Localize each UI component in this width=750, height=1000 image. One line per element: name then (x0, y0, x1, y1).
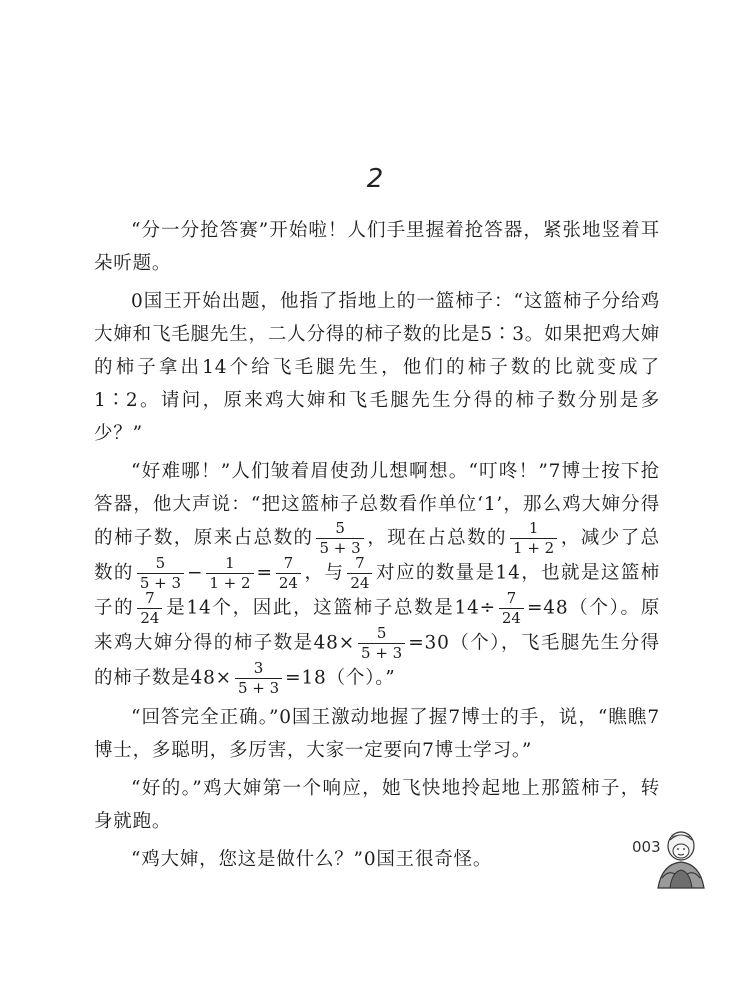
page-number: 003 (632, 838, 661, 856)
fraction-7-over-24 (276, 556, 301, 591)
p3-text-b: ，现在占总数的 (366, 527, 508, 549)
fraction-numerator: 5 (316, 521, 363, 539)
fraction-denominator: 1 + 2 (513, 539, 555, 557)
fraction-numerator: 3 (235, 661, 282, 679)
fraction-numerator: 5 (358, 626, 405, 644)
fraction-7-over-24 (347, 556, 372, 591)
fraction-denominator: 5 + 3 (139, 574, 182, 592)
p3-text-i: =48（个）。原来鸡大婶分得的柿子数是48× (94, 597, 660, 654)
paragraph-1: “分一分抢答赛”开始啦！人们手里握着抢答器，紧张地竖着耳朵听题。 (94, 220, 660, 274)
fraction-denominator: 5 + 3 (237, 679, 280, 697)
fraction-5-over-5plus3 (137, 556, 184, 591)
p3-text-f: ，与 (303, 562, 345, 584)
p3-text-c: ，减少了总数的 (94, 527, 660, 584)
chicken-aunt-illustration-icon (648, 828, 714, 894)
fraction-numerator: 1 (510, 521, 557, 539)
fraction-5-over-5plus3 (316, 521, 363, 556)
p3-text-j: =30（个），飞毛腿先生分得的柿子数是48× (94, 632, 660, 689)
p3-text-k: =18（个）。” (285, 667, 396, 689)
paragraph-6: “鸡大婶，您这是做什么？”0国王很奇怪。 (131, 849, 493, 870)
fraction-numerator: 7 (347, 556, 372, 574)
fraction-numerator: 7 (276, 556, 301, 574)
fraction-1-over-1plus2 (206, 556, 253, 591)
fraction-denominator: 24 (140, 609, 160, 627)
fraction-numerator: 5 (137, 556, 184, 574)
fraction-3-over-5plus3 (235, 661, 282, 696)
fraction-5-over-5plus3 (358, 626, 405, 661)
minus-sign: − (187, 562, 204, 584)
paragraph-5: “好的。”鸡大婶第一个响应，她飞快地拎起地上那篮柿子，转身就跑。 (94, 778, 660, 832)
body-text (94, 214, 660, 881)
fraction-numerator: 7 (499, 591, 524, 609)
p3-text-a: “好难哪！”人们皱着眉使劲儿想啊想。“叮咚！”7博士按下抢答器，他大声说：“把这篮柿子总数看作单位‘1’，那么鸡大婶分得的柿子数，原来占总数的 (94, 461, 660, 549)
chapter-number: 2 (366, 164, 384, 194)
fraction-denominator: 24 (501, 609, 521, 627)
p3-text-h: 是14个，因此，这篮柿子总数是14÷ (165, 597, 496, 619)
fraction-numerator: 1 (206, 556, 253, 574)
fraction-denominator: 24 (350, 574, 370, 592)
paragraph-4: “回答完全正确。”0国王激动地握了握7博士的手，说，“瞧瞧7博士，多聪明，多厉害，大家一定要向7博士学习。” (94, 707, 660, 761)
fraction-1-over-1plus2 (510, 521, 557, 556)
fraction-7-over-24 (137, 591, 162, 626)
fraction-7-over-24 (499, 591, 524, 626)
equals-sign: = (256, 562, 273, 584)
fraction-denominator: 1 + 2 (209, 574, 251, 592)
paragraph-3 (94, 455, 660, 696)
fraction-denominator: 5 + 3 (361, 644, 403, 662)
p3-text-g: 对应的数量是14，也就是这篮柿子的 (94, 562, 660, 619)
fraction-denominator: 5 + 3 (319, 539, 361, 557)
fraction-denominator: 24 (278, 574, 298, 592)
fraction-numerator: 7 (137, 591, 162, 609)
paragraph-2: 0国王开始出题，他指了指地上的一篮柿子：“这篮柿子分给鸡大婶和飞毛腿先生，二人分得的柿子数的比是5∶3。如果把鸡大婶的柿子拿出14个给飞毛腿先生，他们的柿子数的比就变成了1∶2。请问，原来鸡大婶和飞毛腿先生分得的柿子数分别是多少？” (94, 291, 660, 444)
